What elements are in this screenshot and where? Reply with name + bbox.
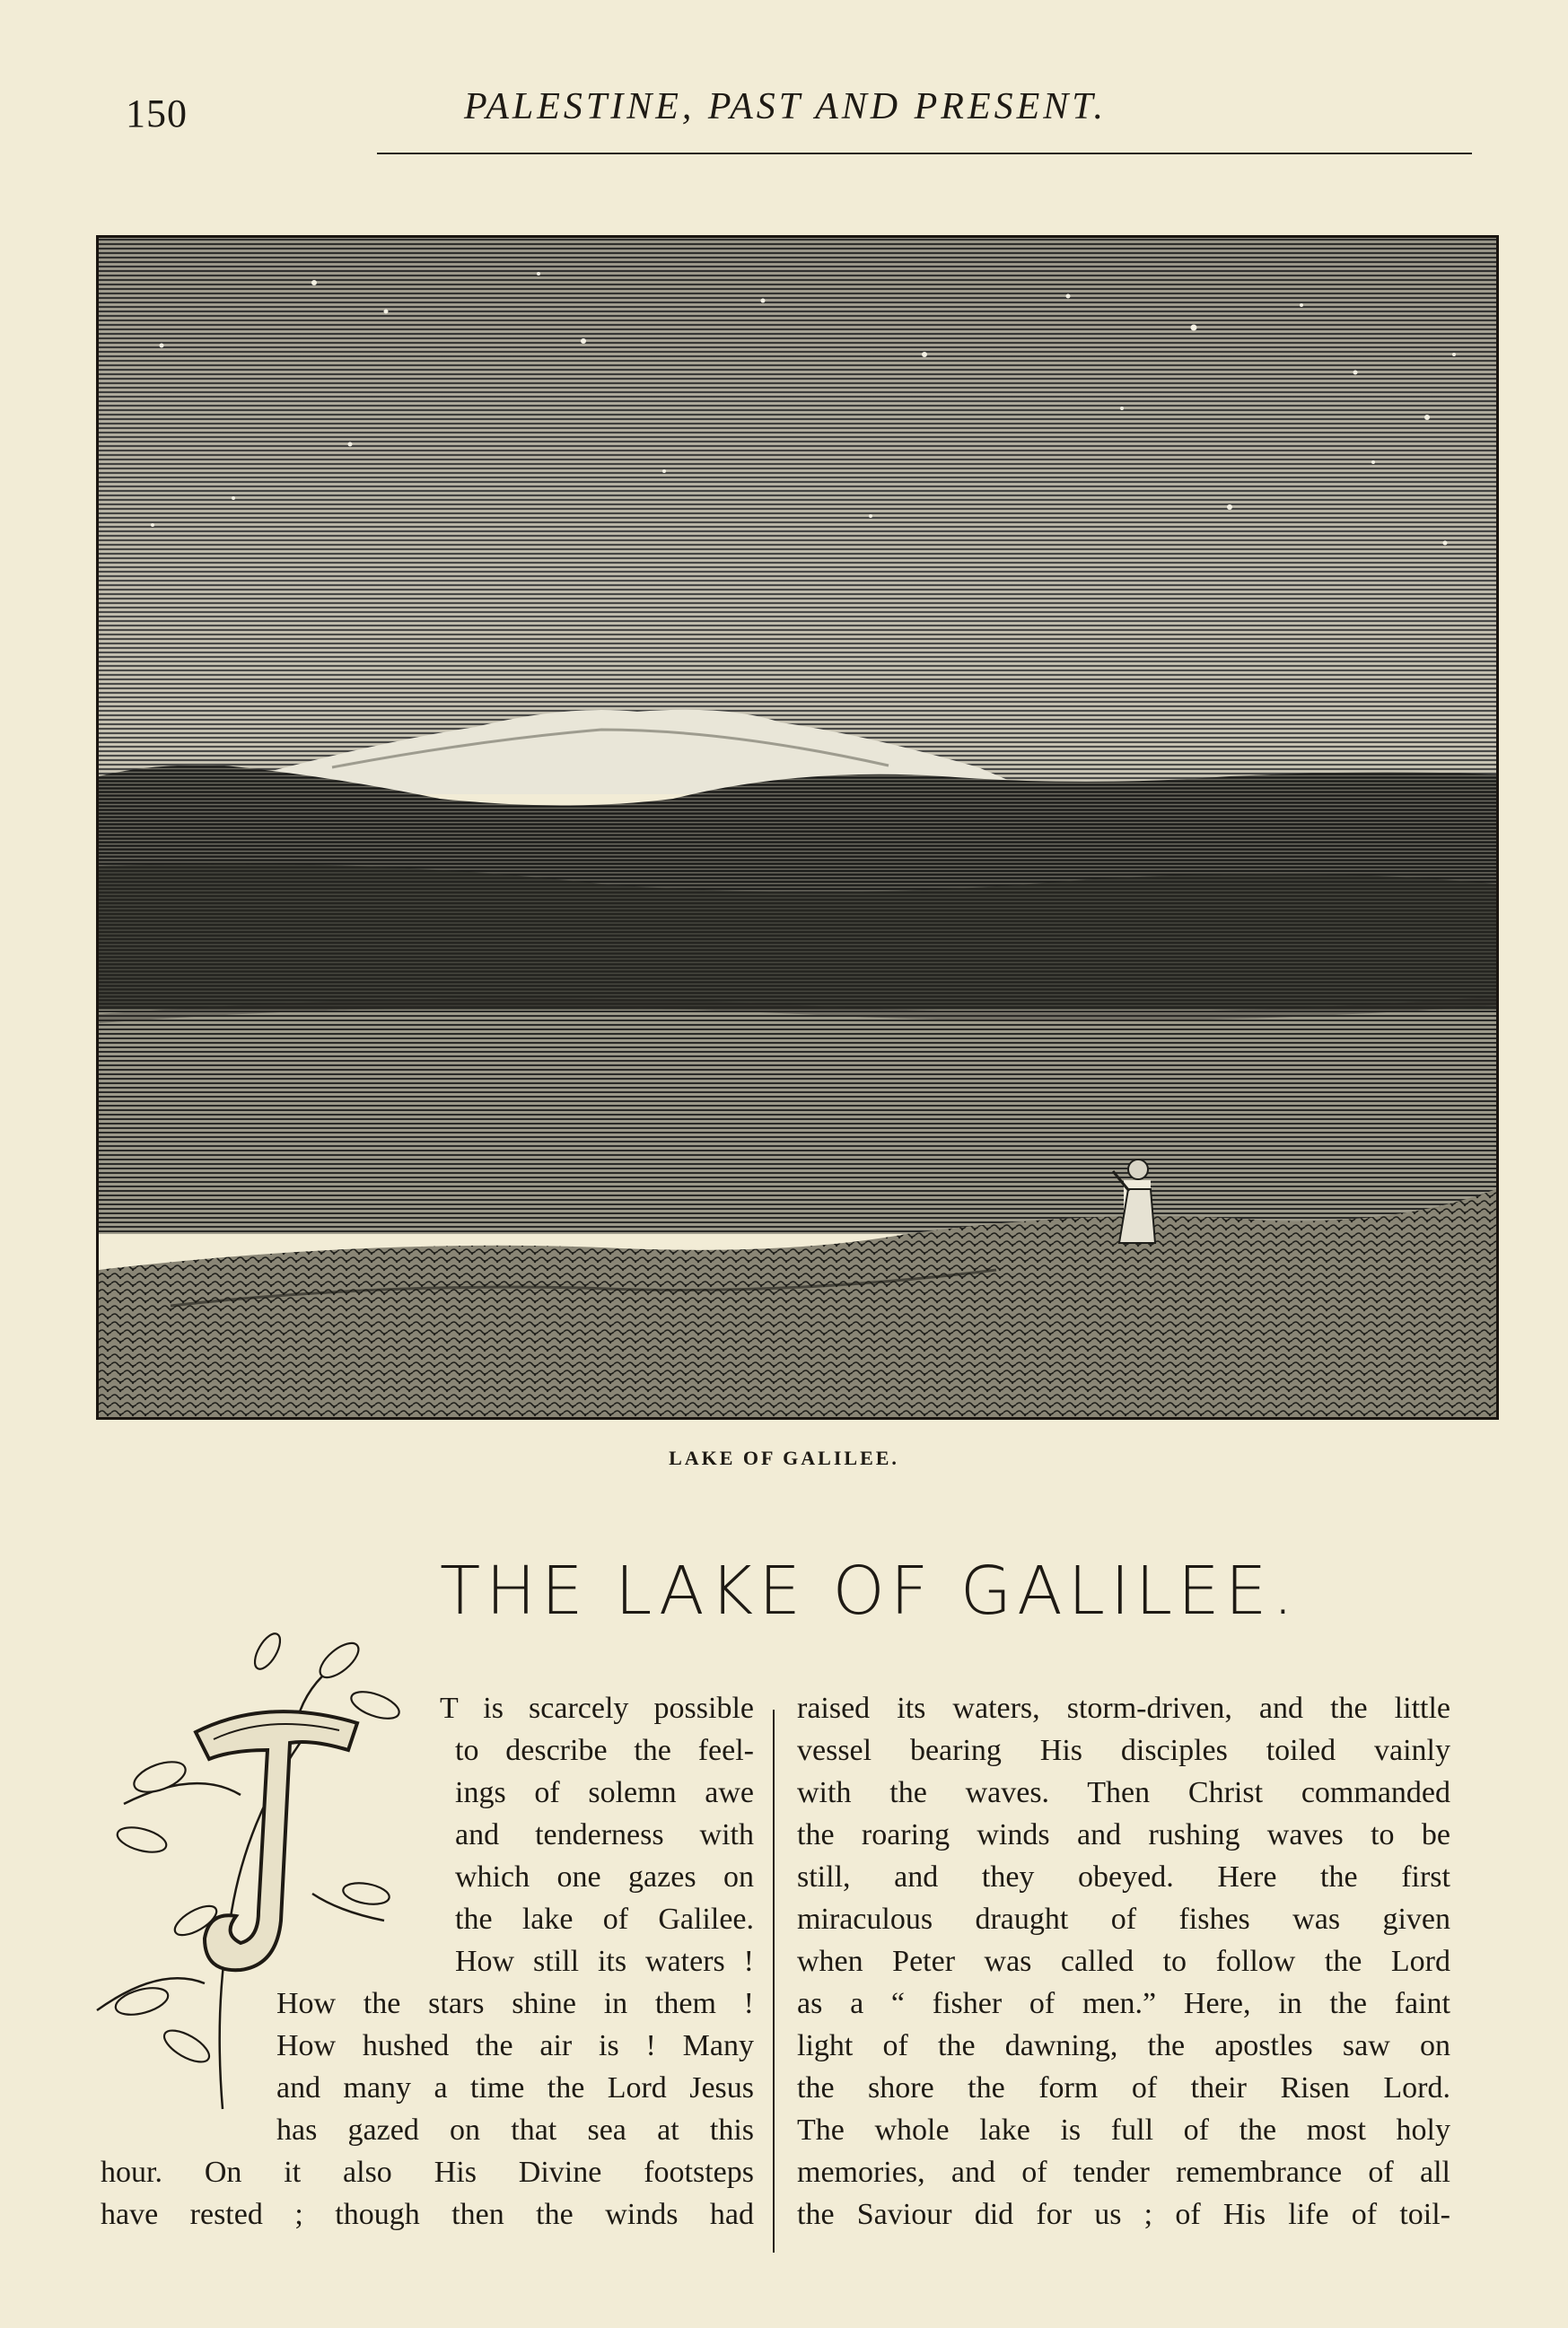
text-line: and tenderness with [455, 1818, 754, 1851]
text-line: T is scarcely possible [440, 1692, 754, 1725]
text-line: memories, and of tender remembrance of all [797, 2156, 1450, 2189]
running-title: PALESTINE, PAST AND PRESENT. [463, 86, 1108, 127]
text-line: miraculous draught of fishes was given [797, 1903, 1450, 1936]
text-line: raised its waters, storm-driven, and the little [797, 1692, 1450, 1725]
text-line: the roaring winds and rushing waves to be [797, 1818, 1450, 1851]
text-line: to describe the feel- [455, 1734, 754, 1767]
text-line: the shore the form of their Risen Lord. [797, 2071, 1450, 2105]
running-head [97, 85, 1474, 139]
text-line: have rested ; though then the winds had [101, 2198, 754, 2231]
lake-of-galilee-engraving [96, 235, 1499, 1420]
text-line: light of the dawning, the apostles saw on [797, 2029, 1450, 2062]
text-line: vessel bearing His disciples toiled vainly [797, 1734, 1450, 1767]
text-line: when Peter was called to follow the Lord [797, 1945, 1450, 1978]
text-line: the lake of Galilee. [455, 1903, 754, 1936]
text-line: has gazed on that sea at this [276, 2114, 754, 2147]
text-line: the Saviour did for us ; of His life of toil- [797, 2198, 1450, 2231]
column-divider [773, 1710, 775, 2253]
illustration-caption: LAKE OF GALILEE. [669, 1447, 899, 1469]
text-line: How hushed the air is ! Many [276, 2029, 754, 2062]
lake-water [99, 1010, 1496, 1234]
page-number: 150 [126, 92, 188, 136]
initial-letter-t [196, 1711, 357, 1970]
text-line: which one gazes on [455, 1860, 754, 1894]
section-title: THE LAKE OF GALILEE. [440, 1553, 1300, 1630]
header-rule [377, 153, 1472, 154]
text-line: How the stars shine in them ! [276, 1987, 754, 2020]
text-line: ings of solemn awe [455, 1776, 754, 1809]
text-line: as a “ fisher of men.” Here, in the faint [797, 1987, 1450, 2020]
text-line: with the waves. Then Christ commanded [797, 1776, 1450, 1809]
text-line: The whole lake is full of the most holy [797, 2114, 1450, 2147]
text-line: still, and they obeyed. Here the first [797, 1860, 1450, 1894]
text-line: and many a time the Lord Jesus [276, 2071, 754, 2105]
text-line: How still its waters ! [455, 1945, 754, 1978]
text-line: hour. On it also His Divine footsteps [101, 2156, 754, 2189]
